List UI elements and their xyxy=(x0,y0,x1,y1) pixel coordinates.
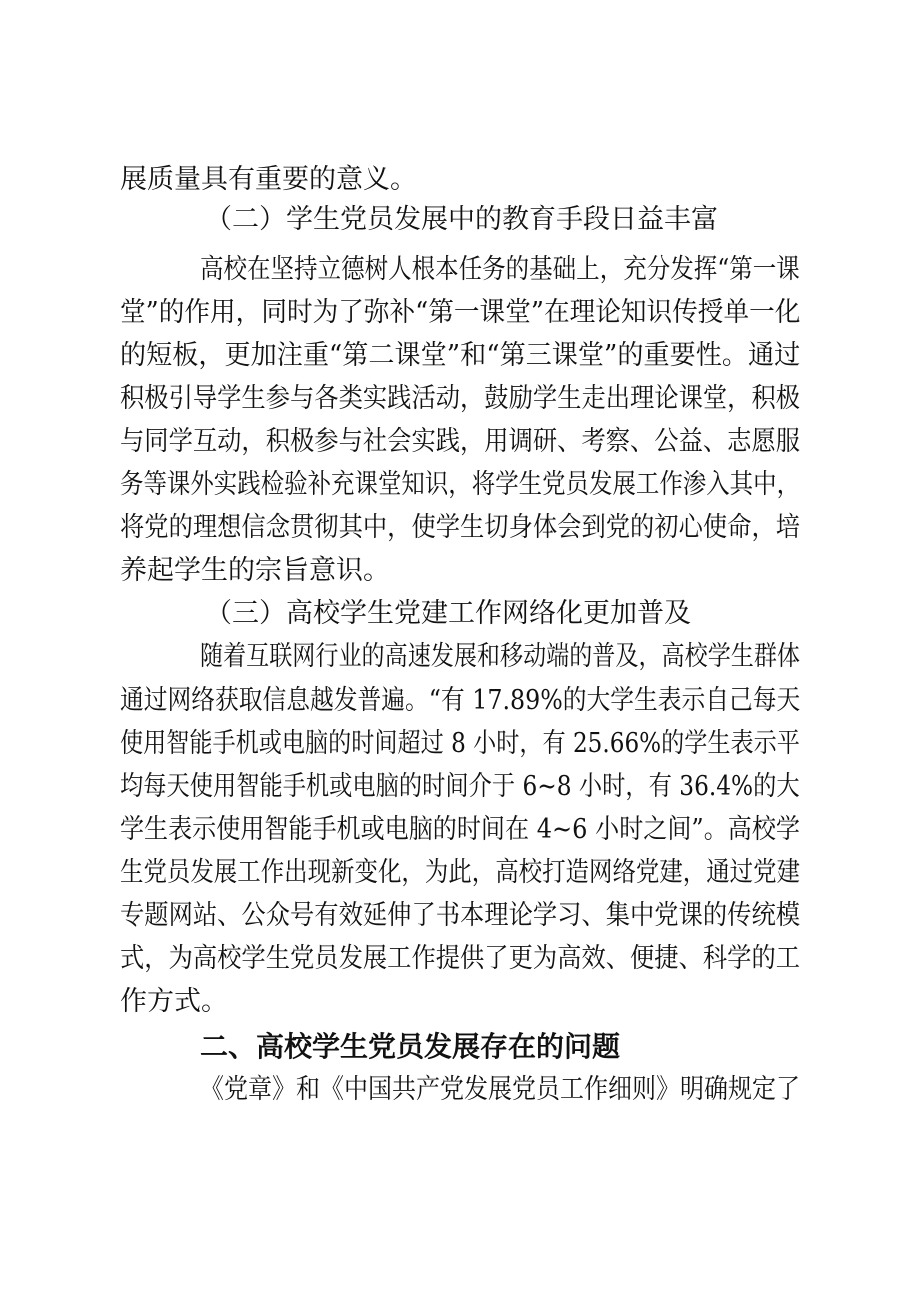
subheading: （三）高校学生党建工作网络化更加普及 xyxy=(205,598,691,629)
text-line: 与同学互动，积极参与社会实践，用调研、考察、公益、志愿服 xyxy=(120,426,801,457)
text-line: 务等课外实践检验补充课堂知识，将学生党员发展工作渗入其中， xyxy=(120,469,801,500)
text-line: 式，为高校学生党员发展工作提供了更为高效、便捷、科学的工 xyxy=(120,943,801,974)
text-line: 堂”的作用，同时为了弥补“第一课堂”在理论知识传授单一化 xyxy=(120,297,801,328)
text-line: 将党的理想信念贯彻其中，使学生切身体会到党的初心使命，培 xyxy=(120,512,801,543)
text-line: 展质量具有重要的意义。 xyxy=(120,164,417,195)
paragraph-first-line: 《党章》和《中国共产党发展党员工作细则》明确规定了 xyxy=(200,1074,801,1105)
text-line: 使用智能手机或电脑的时间超过 8 小时，有 25.66%的学生表示平 xyxy=(120,728,800,759)
paragraph-first-line: 高校在坚持立德树人根本任务的基础上，充分发挥“第一课 xyxy=(200,254,800,285)
text-line: 积极引导学生参与各类实践活动，鼓励学生走出理论课堂，积极 xyxy=(120,383,801,414)
text-line: 通过网络获取信息越发普遍。“有 17.89%的大学生表示自己每天 xyxy=(120,685,801,716)
subheading: （二）学生党员发展中的教育手段日益丰富 xyxy=(205,204,718,235)
paragraph-first-line: 随着互联网行业的高速发展和移动端的普及，高校学生群体 xyxy=(200,641,800,672)
text-line: 学生表示使用智能手机或电脑的时间在 4~6 小时之间”。高校学 xyxy=(120,814,800,845)
text-line: 的短板，更加注重“第二课堂”和“第三课堂”的重要性。通过 xyxy=(120,340,801,371)
text-line: 均每天使用智能手机或电脑的时间介于 6~8 小时，有 36.4%的大 xyxy=(120,771,800,802)
text-line: 养起学生的宗旨意识。 xyxy=(120,555,390,586)
section-heading: 二、高校学生党员发展存在的问题 xyxy=(200,1030,621,1063)
text-line: 生党员发展工作出现新变化，为此，高校打造网络党建，通过党建 xyxy=(120,857,801,888)
text-line: 作方式。 xyxy=(120,986,228,1017)
text-line: 专题网站、公众号有效延伸了书本理论学习、集中党课的传统模 xyxy=(120,900,801,931)
